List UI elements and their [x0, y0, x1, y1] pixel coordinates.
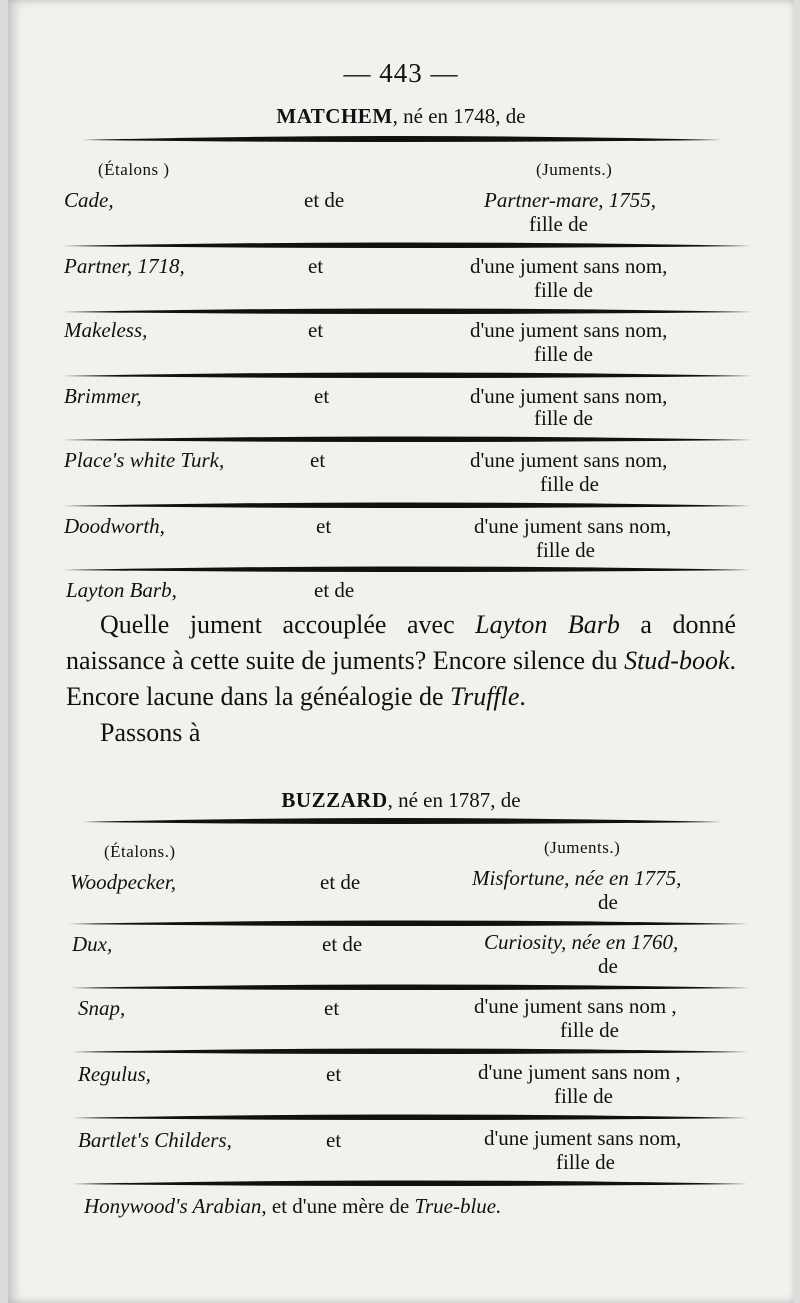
dam-desc: d'une jument sans nom,	[470, 384, 668, 408]
body-paragraph	[66, 607, 736, 751]
sire-name: Makeless,	[64, 318, 148, 342]
passons-a: Passons à	[100, 718, 201, 747]
fille-de: fille de	[534, 278, 593, 302]
fille-de: fille de	[534, 406, 593, 430]
fille-de: fille de	[534, 342, 593, 366]
dam-desc: d'une jument sans nom,	[470, 448, 668, 472]
fille-de: de	[598, 954, 618, 978]
conjunction: et	[324, 996, 340, 1020]
dam-desc: d'une jument sans nom ,	[474, 994, 677, 1018]
para-italic-truffle: Truffle	[450, 682, 520, 711]
dam-desc: d'une jument sans nom,	[470, 254, 668, 278]
conjunction: et	[314, 384, 330, 408]
sire-name: Dux,	[72, 932, 113, 956]
fille-de: fille de	[554, 1084, 613, 1108]
matchem-title	[8, 104, 794, 129]
sire-name: Place's white Turk,	[64, 448, 225, 472]
sire-name: Partner, 1718,	[64, 254, 185, 278]
dam-desc: Partner-mare, 1755,	[484, 188, 657, 212]
sire-name: Honywood's Arabian	[84, 1194, 262, 1218]
para-text: a donné naissance à cette suite de juments? Encore silence du	[66, 610, 736, 675]
page-number: — 443 —	[343, 58, 459, 88]
dam-desc: d'une jument sans nom ,	[478, 1060, 681, 1084]
sire-name: Layton Barb,	[66, 578, 177, 602]
conjunction: et	[308, 318, 324, 342]
final-entry	[84, 1194, 501, 1219]
fille-de: fille de	[536, 538, 595, 562]
conjunction: et	[316, 514, 332, 538]
dam-desc: d'une jument sans nom,	[470, 318, 668, 342]
fille-de: fille de	[529, 212, 588, 236]
conjunction: et de	[320, 870, 361, 894]
fille-de: de	[598, 890, 618, 914]
dam-desc: d'une jument sans nom,	[474, 514, 672, 538]
final-italic: True-blue.	[414, 1194, 502, 1218]
fille-de: fille de	[556, 1150, 615, 1174]
para-text: .	[519, 682, 526, 711]
conjunction: et de	[314, 578, 355, 602]
sire-name: Snap,	[78, 996, 126, 1020]
conjunction: et	[310, 448, 326, 472]
matchem-col-mares: (Juments.)	[536, 160, 613, 179]
dam-desc: Misfortune, née en 1775,	[472, 866, 682, 890]
conjunction: et	[326, 1062, 342, 1086]
matchem-name: MATCHEM	[276, 104, 393, 128]
buzzard-name: BUZZARD	[281, 788, 388, 812]
sire-name: Bartlet's Childers,	[78, 1128, 232, 1152]
para-italic-studbook: Stud-book	[624, 646, 730, 675]
conjunction: et de	[322, 932, 363, 956]
para-text: . Encore lacune dans la généalogie de	[66, 646, 736, 711]
conjunction: et	[326, 1128, 342, 1152]
sire-name: Regulus,	[78, 1062, 151, 1086]
dam-desc: d'une jument sans nom,	[484, 1126, 682, 1150]
buzzard-title	[8, 788, 794, 813]
buzzard-birth: , né en 1787, de	[387, 788, 521, 812]
final-text: , et d'une mère de	[261, 1194, 415, 1218]
sire-name: Doodworth,	[64, 514, 165, 538]
para-italic-layton: Layton Barb	[475, 610, 620, 639]
para-text: Quelle jument accouplée avec	[100, 610, 476, 639]
conjunction: et de	[304, 188, 345, 212]
buzzard-col-stallions: (Étalons.)	[104, 842, 176, 861]
matchem-col-stallions: (Étalons )	[98, 160, 170, 179]
dam-desc: Curiosity, née en 1760,	[484, 930, 679, 954]
buzzard-col-mares: (Juments.)	[544, 838, 621, 857]
conjunction: et	[308, 254, 324, 278]
book-page	[8, 0, 794, 1303]
sire-name: Cade,	[64, 188, 114, 212]
sire-name: Brimmer,	[64, 384, 142, 408]
sire-name: Woodpecker,	[70, 870, 176, 894]
matchem-birth: , né en 1748, de	[392, 104, 526, 128]
fille-de: fille de	[560, 1018, 619, 1042]
fille-de: fille de	[540, 472, 599, 496]
